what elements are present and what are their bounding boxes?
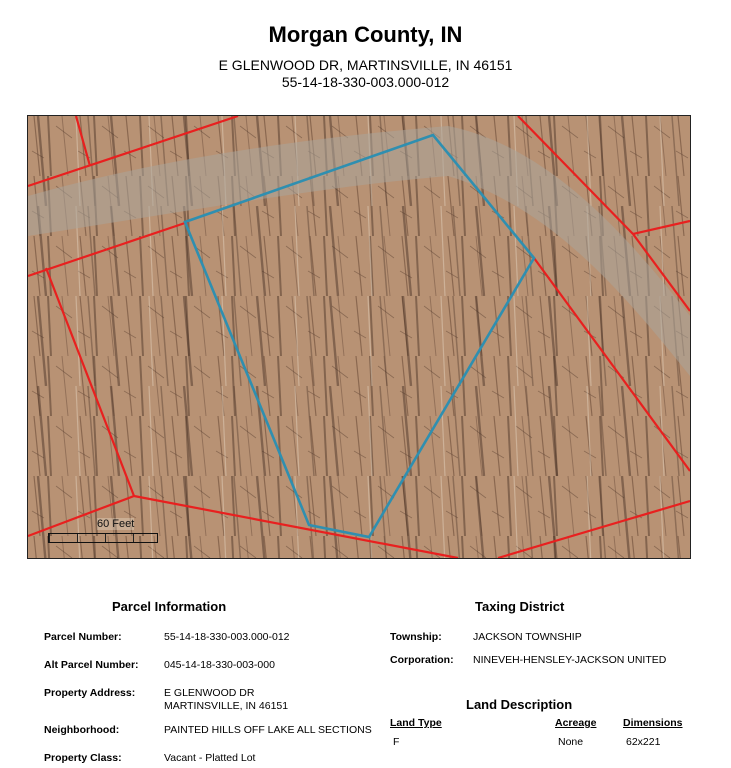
alt-parcel-number-value: 045-14-18-330-003-000 bbox=[164, 659, 275, 671]
parcel-number-label: Parcel Number: bbox=[44, 631, 122, 643]
neighborhood-label: Neighborhood: bbox=[44, 724, 120, 736]
township-label: Township: bbox=[390, 631, 442, 643]
acreage-value: None bbox=[558, 736, 584, 748]
land-type-value: F bbox=[393, 736, 400, 748]
property-class-label: Property Class: bbox=[44, 752, 122, 764]
neighborhood-value: PAINTED HILLS OFF LAKE ALL SECTIONS bbox=[164, 724, 372, 736]
land-type-column-header: Land Type bbox=[390, 717, 442, 729]
dimensions-value: 62x221 bbox=[626, 736, 661, 748]
property-class-value: Vacant - Platted Lot bbox=[164, 752, 256, 764]
parcel-id-heading: 55-14-18-330-003.000-012 bbox=[281, 74, 450, 90]
aerial-map[interactable] bbox=[27, 115, 691, 559]
map-canvas[interactable] bbox=[28, 116, 690, 558]
property-address-heading: E GLENWOOD DR, MARTINSVILLE, IN 46151 bbox=[218, 57, 513, 73]
parcel-info-heading: Parcel Information bbox=[112, 599, 227, 614]
property-address-label: Property Address: bbox=[44, 687, 136, 699]
dimensions-column-header: Dimensions bbox=[623, 717, 683, 729]
property-address-line1: E GLENWOOD DR bbox=[164, 687, 255, 699]
acreage-column-header: Acreage bbox=[555, 717, 597, 729]
corporation-label: Corporation: bbox=[390, 654, 454, 666]
corporation-value: NINEVEH-HENSLEY-JACKSON UNITED bbox=[473, 654, 667, 666]
alt-parcel-number-label: Alt Parcel Number: bbox=[44, 659, 139, 671]
property-address-line2: MARTINSVILLE, IN 46151 bbox=[164, 700, 289, 712]
scale-bar bbox=[48, 533, 158, 543]
parcel-number-value: 55-14-18-330-003.000-012 bbox=[164, 631, 290, 643]
taxing-district-heading: Taxing District bbox=[475, 599, 565, 614]
scale-label: 60 Feet bbox=[97, 518, 135, 530]
township-value: JACKSON TOWNSHIP bbox=[473, 631, 582, 643]
land-description-heading: Land Description bbox=[466, 697, 573, 712]
page-title: Morgan County, IN bbox=[268, 22, 463, 47]
